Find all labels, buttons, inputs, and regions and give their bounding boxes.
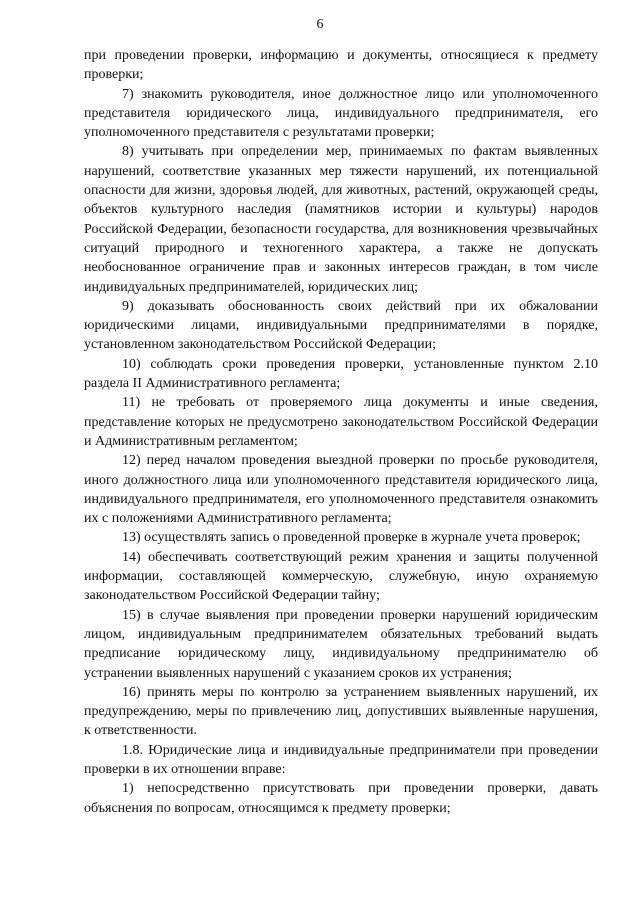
- paragraph-item-15: 15) в случае выявления при проведении проверки нарушений юридическим лицом, индивидуальным предпринимателем обязательных требований выдать предписание юридическому лицу, индивидуальному предпринимателю об устранении выявленных нарушений с указанием сроков их устранения;: [84, 607, 598, 681]
- paragraph-item-7: 7) знакомить руководителя, иное должностное лицо или уполномоченного представителя юридического лица, индивидуального предпринимателя, его уполномоченного представителя с результатами проверки;: [84, 86, 598, 141]
- paragraph-item-11: 11) не требовать от проверяемого лица документы и иные сведения, представление которых не предусмотрено законодательством Российской Федерации и Административным регламентом;: [84, 395, 598, 449]
- paragraph-item-16: 16) принять меры по контролю за устранением выявленных нарушений, их предупреждению, меры по привлечению лиц, допустивших выявленные нарушения, к ответственности.: [84, 684, 598, 739]
- page-number: 6: [316, 17, 324, 32]
- paragraph-item-10: 10) соблюдать сроки проведения проверки, установленные пунктом 2.10 раздела II Административного регламента;: [84, 356, 598, 392]
- paragraph-item-8: 8) учитывать при определении мер, принимаемых по фактам выявленных нарушений, соответствие указанных мер тяжести нарушений, их потенциальной опасности для жизни, здоровья людей, для животных, растений, окружающей среды, объектов культурного наследия (памятников истории и культуры) народов Российской Федерации, безопасности государства, для возникновения чрезвычайных ситуаций природного и техногенного характера, а также не допускать необоснованное ограничение прав и законных интересов граждан, в том числе индивидуальных предпринимателей, юридических лиц;: [84, 144, 598, 295]
- document-body: [84, 46, 598, 818]
- paragraph-item-13: 13) осуществлять запись о проведенной проверке в журнале учета проверок;: [122, 530, 581, 546]
- paragraph-item-9: 9) доказывать обоснованность своих действий при их обжаловании юридическими лицами, индивидуальными предпринимателями в порядке, установленном законодательством Российской Федерации;: [84, 298, 598, 353]
- paragraph-continuation: при проведении проверки, информацию и документы, относящиеся к предмету проверки;: [84, 48, 598, 83]
- paragraph-item-12: 12) перед началом проведения выездной проверки по просьбе руководителя, иного должностного лица или уполномоченного представителя юридического лица, индивидуального предпринимателя, его уполномоченного представителя ознакомить их с положениями Административного регламента;: [84, 453, 598, 527]
- paragraph-section-1-8: 1.8. Юридические лица и индивидуальные предприниматели при проведении проверки в их отношении вправе:: [84, 742, 598, 777]
- paragraph-item-14: 14) обеспечивать соответствующий режим хранения и защиты полученной информации, составляющей коммерческую, служебную, иную охраняемую законодательством Российской Федерации тайну;: [84, 549, 598, 604]
- paragraph-right-1: 1) непосредственно присутствовать при проведении проверки, давать объяснения по вопросам, относящимся к предмету проверки;: [84, 781, 598, 816]
